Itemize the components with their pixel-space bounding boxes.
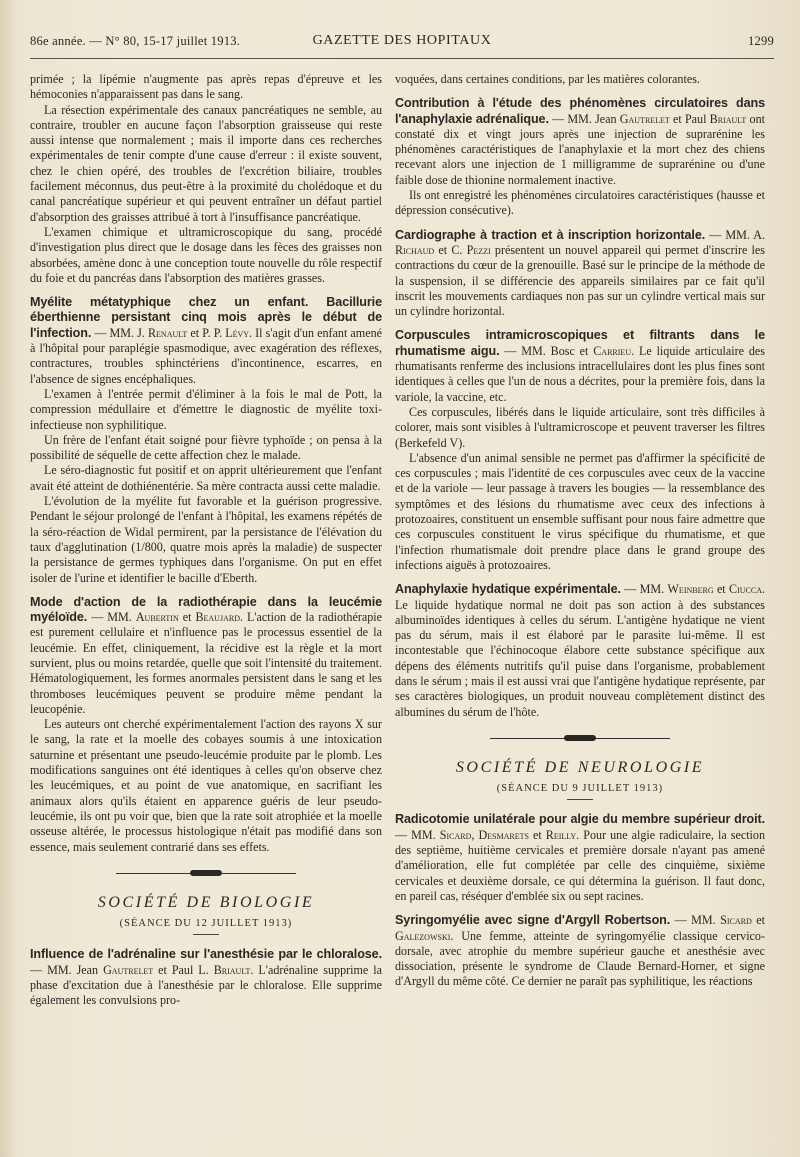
society-heading: SOCIÉTÉ DE BIOLOGIE — [97, 893, 315, 911]
session-date: (SÉANCE DU 9 JUILLET 1913) — [496, 783, 664, 795]
short-rule — [193, 934, 219, 935]
paragraph: Ces corpuscules, libérés dans le liquide articulaire, sont très difficiles à colorer, mais sont visibles à l'ultramicroscope et peuvent traverser les filtres (Berkefeld V). — [395, 404, 765, 450]
paragraph: primée ; la lipémie n'augmente pas après repas d'épreuve et les hémoconies n'apparaissent pas dans le sang. — [30, 72, 382, 102]
article-title: Contribution à l'étude des phénomènes circulatoires dans l'anaphylaxie adrénalique. — [395, 96, 765, 126]
paragraph: Les auteurs ont cherché expérimentalement l'action des rayons X sur le sang, la rate et la moelle des cobayes soumis à une intoxication saturnine et présentant une pseudo-leucémie produite par le plomb. Les modifications sanguines ont été identiques à celles qu'on observe chez les leucémiques, et au point de vue anatomique, en sacrifiant les animaux alors qu'ils étaient en apparence guéris de leur pseudo-leucémie, ils ont pu voir que, bien que la rate soit atrophiée et la moelle osseuse altérée, le processus histologique n'était pas modifié dans son essence, mais seulement contrarié dans ses effets. — [30, 717, 382, 854]
running-header — [30, 30, 774, 52]
article-title: Myélite métatyphique chez un enfant. Bacillurie éberthienne persistant cinq mois après le début de l'infection. — [30, 295, 382, 340]
left-column — [30, 72, 382, 1147]
article-radicotomie: Radicotomie unilatérale pour algie du membre supérieur droit. — MM. Sicard, Desmarets et Reilly. Pour une algie radiculaire, la section des septième, huitième cervicales et première dorsale n'ayant pas amené d'amélioration, elle fut complétée par celle des cinquième, sixième cervicales et deuxième dorsale, ce qui détermina la guérison. Il faut donc, en pareil cas, réséquer d'emblée six ou sept racines. — [395, 812, 765, 903]
article-syringomyelie: Syringomyélie avec signe d'Argyll Robertson. — MM. Sicard et Galezowski. Une femme, atteinte de syringomyélie classique cervico-dorsale, avec atrophie du membre supérieur gauche et anesthésie avec dissociation, présente le syndrome de Claude Bernard-Horner, et signe d'Argyll du même côté. Ce dernier ne paraît pas syphilitique, les réactions — [395, 913, 765, 989]
article-title: Influence de l'adrénaline sur l'anesthésie par le chloralose. — [30, 947, 382, 962]
article-cardiographe: Cardiographe à traction et à inscription horizontale. — MM. A. Richaud et C. Pezzi présentent un nouvel appareil qui permet d'inscrire les contractions du cœur de la grenouille. Basé sur le principe de la méthode de la suspension, il se différencie des appareils similaires par ce fait qu'il inscrit les mouvements cardiaques non pas sur un cylindre vertical mais sur un cylindre horizontal. — [395, 227, 765, 319]
author-name: Beaujard — [195, 610, 240, 625]
article-title: Mode d'action de la radiothérapie dans la leucémie myéloïde. — [30, 594, 382, 625]
author-name: Carrieu — [593, 343, 632, 358]
author-name: Ciucca — [729, 582, 762, 597]
paragraph: L'examen chimique et ultramicroscopique du sang, procédé d'investigation plus direct que le dosage dans les fèces des graisses non absorbées, amène donc à une conception toute nouvelle du rôle respectif du foie et du pancréas dans l'absorption des matières grasses. — [30, 224, 382, 285]
paragraph: L'examen à l'entrée permit d'éliminer à la fois le mal de Pott, la compression médullaire et d'émettre le diagnostic de myélite toxi-infectieuse non syphilitique. — [30, 386, 382, 432]
short-rule — [567, 799, 593, 800]
author-name: Weinberg — [667, 582, 714, 597]
author-name: Gautrelet — [103, 962, 154, 977]
paragraph: Un frère de l'enfant était soigné pour fièvre typhoïde ; on pensa à la possibilité de séquelle de cette affection chez le malade. — [30, 432, 382, 463]
paragraph: Ils ont enregistré les phénomènes circulatoires caractéristiques (hausse et dépression consécutive). — [395, 188, 765, 218]
author-name: Renault — [147, 325, 188, 340]
article-anaphylaxie-hydatique: Anaphylaxie hydatique expérimentale. — MM. Weinberg et Ciucca. Le liquide hydatique normal ne doit pas son action à des substances albuminoïdes identiques à celles du sérum. L'antigène hydatique ne vient pas du sérum, mais il est élaboré par le parasite lui-même. Il est incontestable que l'échinocoque élabore cette substance spécifique aux dépens des éléments nutritifs qu'il puise dans l'organisme, probablement dans le sérum ; mais il est aussi vrai que l'antigène hydatique représente, par ses caractères biologiques, un produit nouveau complètement distinct des albumines du sérum de l'hôte. — [395, 582, 765, 719]
author-name: Sicard — [439, 827, 472, 842]
journal-title: GAZETTE DES HOPITAUX — [312, 33, 492, 48]
section-ornament — [116, 869, 296, 877]
author-name: Sicard — [720, 913, 752, 928]
author-name: Briault — [213, 962, 251, 977]
author-name: Desmarets — [478, 827, 529, 842]
header-rule — [30, 58, 774, 59]
author-name: Galezowski — [395, 928, 451, 943]
section-ornament — [490, 734, 670, 742]
right-column — [395, 72, 765, 1147]
paragraph: Le séro-diagnostic fut positif et on apprit ultérieurement que l'enfant avait été atteint de dothiénentérie. Sa mère contracta aussi cette maladie. — [30, 463, 382, 493]
issue-line: 86e année. — N° 80, 15-17 juillet 1913. — [30, 34, 241, 48]
author-name: Reilly — [545, 827, 577, 842]
article-title: Corpuscules intramicroscopiques et filtrants dans le rhumatisme aigu. — [395, 328, 765, 358]
author-name: Briault — [709, 111, 747, 126]
author-name: Richaud — [395, 242, 435, 257]
article-myelite: Myélite métatyphique chez un enfant. Bacillurie éberthienne persistant cinq mois après le début de l'infection. — MM. J. Renault et P. P. Lévy. Il s'agit d'un enfant amené à l'hôpital pour paraplégie spasmodique, avec exagération des réflexes, contractures, troubles sphinctériens d'incontinence, escarres, en l'absence de signes encéphaliques. — [30, 295, 382, 386]
page-number: 1299 — [748, 34, 774, 48]
paragraph: L'absence d'un animal sensible ne permet pas d'affirmer la spécificité de ces corpuscules ; mais l'identité de ces corpuscules avec ceux de la vaccine et de la variole — leur passage à travers les bougies — la ressemblance des symptômes et des lésions du rhumatisme avec ceux des infections à protozoaires, constituent un ensemble suffisant pour nous faire admettre que ces corpuscules constituent le virus spécifique du rhumatisme, et que l'infection rhumatismale doit prendre place dans le grand groupe des infections aiguës à protozoaires. — [395, 450, 765, 572]
session-date: (SÉANCE DU 12 JUILLET 1913) — [119, 918, 293, 930]
article-radiotherapie: Mode d'action de la radiothérapie dans la leucémie myéloïde. — MM. Aubertin et Beaujard. L'action de la radiothérapie est purement cellulaire et n'influence pas le processus essentiel de la leucémie. En effet, cliniquement, la récidive est la règle et la mort survient, plus ou moins retardée, quelle que soit l'intensité du traitement. Hématologiquement, les formes anormales persistent dans le sang et les thromboses leucémiques peuvent se produire même pendant la leucopénie. — [30, 594, 382, 716]
paragraph: La résection expérimentale des canaux pancréatiques ne semble, au contraire, troubler en aucune façon l'absorption graisseuse qui reste aussi intense que normalement ; mais il importe dans ces recherches expérimentales de tenir compte d'une cause d'erreur : il existe souvent, chez le chien opéré, des troubles de l'excrétion biliaire, troubles facilement méconnus, dus peut-être à la proximité du cholédoque et du canal pancréatique supérieur et qui peuvent entraîner un défaut partiel d'absorption des graisses attribué à tort à l'insuffisance pancréatique. — [30, 102, 382, 224]
society-heading: SOCIÉTÉ DE NEUROLOGIE — [455, 758, 705, 776]
author-name: Gautrelet — [619, 111, 670, 126]
article-title: Cardiographe à traction et à inscription horizontale. — [395, 227, 706, 242]
article-title: Anaphylaxie hydatique expérimentale. — [395, 582, 621, 597]
author-name: Pezzi — [466, 242, 491, 257]
article-anaphylaxie-adrenalique: Contribution à l'étude des phénomènes circulatoires dans l'anaphylaxie adrénalique. — MM. Jean Gautrelet et Paul Briault ont constaté dix et vingt jours après une injection de suprarénine les phénomènes caractéristiques de l'anaphylaxie et la mort chez des chiens recevant alors une injection de 1 milligramme de suprarénine ou d'une faible dose de thionine normalement inactive. — [395, 96, 765, 187]
article-corpuscules: Corpuscules intramicroscopiques et filtrants dans le rhumatisme aigu. — MM. Bosc et Carrieu. Le liquide articulaire des rhumatisants renferme des inclusions intracellulaires dont les plus fines sont identiques à celles que l'un de nous a décrites, pour la première fois, dans la variole, la vaccine, etc. — [395, 328, 765, 404]
paragraph: L'évolution de la myélite fut favorable et la guérison progressive. Pendant le séjour prolongé de l'enfant à l'hôpital, les examens répétés de la séro-réaction de Widal permirent, par la persistance de l'élévation du taux d'agglutination (1/800, quatre mois après la maladie) de suspecter la persistance de germes typhiques dans l'organisme. On put en effet isoler de l'urine et identifier le bacille d'Eberth. — [30, 494, 382, 585]
article-title: Radicotomie unilatérale pour algie du membre supérieur droit. — [395, 812, 765, 827]
article-title: Syringomyélie avec signe d'Argyll Robertson. — [395, 913, 671, 928]
author-name: Lévy — [225, 325, 250, 340]
author-name: Aubertin — [135, 610, 179, 625]
article-adrenaline: Influence de l'adrénaline sur l'anesthésie par le chloralose. — MM. Jean Gautrelet et Paul L. Briault. L'adrénaline supprime la phase d'excitation due à l'anesthésie par le chloralose. Elle supprime également les convulsions pro- — [30, 947, 382, 1008]
paragraph: voquées, dans certaines conditions, par les matières colorantes. — [395, 72, 700, 86]
